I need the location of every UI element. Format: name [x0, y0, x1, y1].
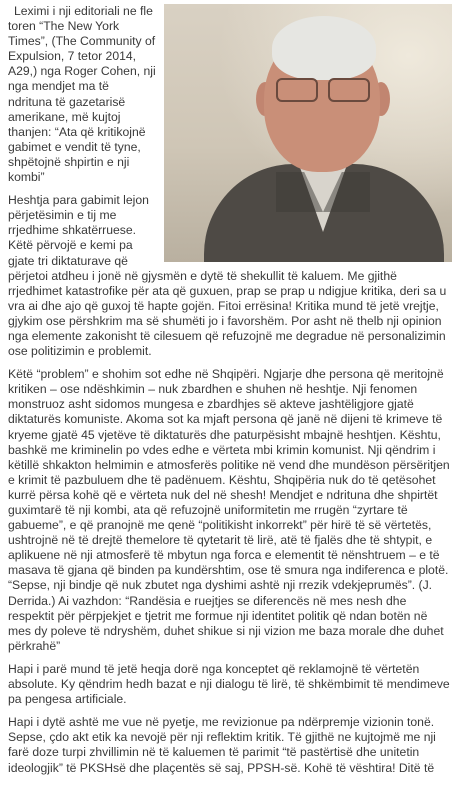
- article-paragraph-5: Hapi i dytë ashtë me vue në pyetje, me revizionue pa ndërpremje vizionin tonë. Sepse, çdo akt etik ka nevojë për nji reflektim kritik. Të gjithë ne kujtojmë me nji farë doze turpi zhvillimin në të kaluemen të parimit “të pastërtisë dhe unitetin ideologjik” të PKSHsë dhe plaçentës së saj, PPSH-së. Kohë të vështira! Ditë të: [8, 715, 436, 775]
- article-paragraph-2: Heshtja para gabimit lejon përjetësimin e tij me rrjedhime shkatërruese. Këtë përvojë e kemi pa gjate tri diktaturave që përjetoi atdheu i jonë në gjysmën e dytë të shekullit të kaluem. Me gjithë rrjedhimet katastrofike për ata që guxuen, prap se prap u ndigjue kritika, deri sa u vra ai dhe ajo që guxoj të hapte gojën. Fitoi errësina! Kritika mund të jetë vrejtje, gjykim ose përshkrim ma së shumëti jo i favorshëm. Por asht në thelb nji opinion nga elemente zakonisht të cilesuem që refuzojnë me degradue në personalizimin ose politizimin e problemit.: [8, 193, 447, 359]
- article-paragraph-3: Këtë “problem” e shohim sot edhe në Shqipëri. Ngjarje dhe persona që meritojnë kritiken – ose ndëshkimin – nuk zbardhen e shuhen në heshtje. Nji fenomen monstruoz asht sidomos mungesa e zbardhjes së akteve jashtëligjore gjatë diktaturës komuniste. Akoma sot ka mjaft persona që janë në dijeni të krimeve të kryeme gjatë 45 vjetëve të diktaturës dhe paturpësisht mbajnë heshtjen. Kështu, bashkë me kriminelin po vdes edhe e vërteta mbi krimin komunist. Nji qëndrim i këtillë shkakton helmimin e atmosferës politike në vend dhe mundëson përsëritjen e krimit të pazbuluem dhe të padënuem. Kështu, Shqipëria nuk do të qetësohet kurrë përsa kohë që e vërteta nuk del në shesh! Mendjet e ndrituna dhe shpirtët guximtarë të nji kombi, ata që refuzojnë uniformitetin me rrugën “zyrtare të gabueme”, e që pranojnë me qenë “politikisht inkorrekt” për hirë të së vërtetës, ushtrojnë në të drejtë themelore të qytetarit të lirë, atë të fjalës dhe të shtypit, e aplikuene në nji atmosferë të mbytun nga forca e elementit të nënshtruem – e të masava të gjana që binden pa kundërshtim, ose të smura nga indiferenca e plotë. “Sepse, nji bindje që nuk zbutet nga dyshimi ashtë nji rrezik vdekjeprumës”. (J. Derrida.) Ai vazhdon: “Randësia e ruejtjes se diferencës në mes nesh dhe respektit për përpjekjet e tjetrit me formue nji identitet politik që ndan botën në mes dy poleve të ndryshëm, duhet shikue si nji vizion me baza morale dhe duhet përkrahë”: [8, 367, 450, 653]
- photo-glasses: [276, 78, 370, 102]
- article-paragraph-1: Leximi i nji editoriali ne fle toren “The New York Times”, (The Community of Expulsion, 7 tetor 2014, A29,) nga Roger Cohen, nji nga mendjet ma të ndrituna të gazetarisë amerikane, më kujtoj thanjen: “Ata që kritikojnë gabimet e vendit të tyne, shpëtojnë shpirtin e nji kombi”: [8, 4, 156, 185]
- author-portrait-photo: [164, 4, 452, 262]
- article-paragraph-4: Hapi i parë mund të jetë heqja dorë nga konceptet që reklamojnë të vërtetën absolute. Ky qëndrim hedh bazat e nji dialogu të lirë, të shkëmbimit të mendimeve pa pengesa artificiale.: [8, 661, 450, 707]
- photo-hair: [272, 16, 376, 80]
